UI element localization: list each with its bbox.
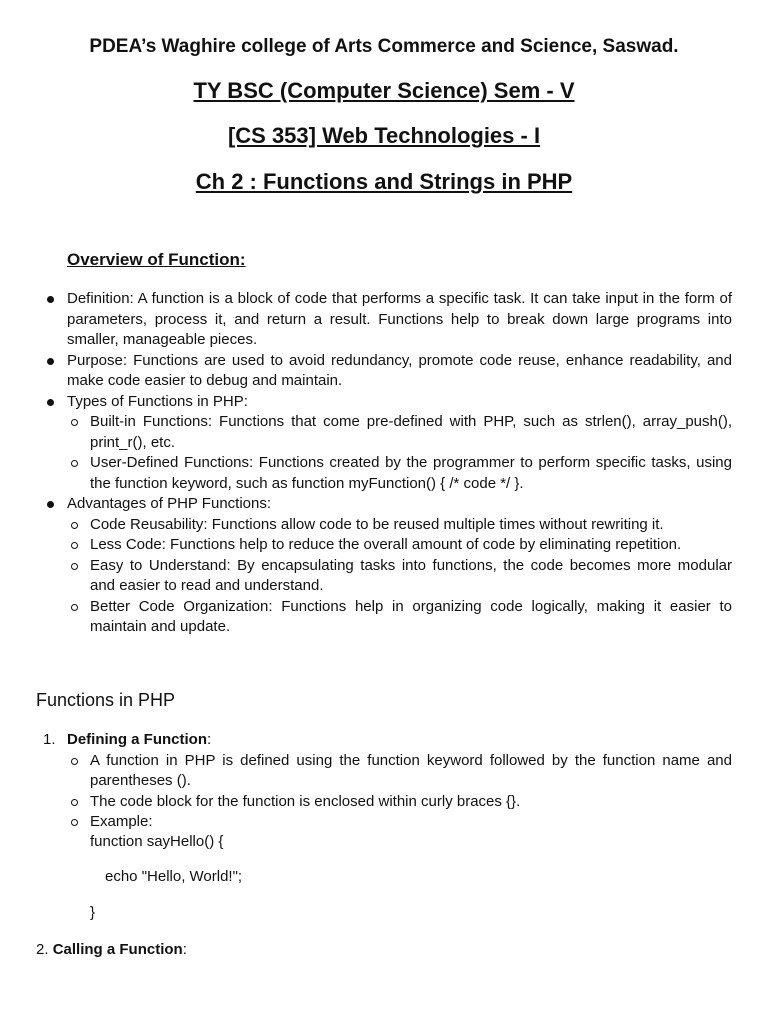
label-colon: : <box>182 941 187 958</box>
sublist-item <box>90 556 732 597</box>
circle-bullet-icon <box>71 460 78 467</box>
sublist-item-text: A function in PHP is defined using the function keyword followed by the function name and parentheses (). <box>90 751 732 789</box>
functions-heading: Functions in PHP <box>36 690 176 710</box>
chapter-title: Ch 2 : Functions and Strings in PHP <box>195 169 573 194</box>
defining-function-item <box>43 730 732 833</box>
overview-list <box>67 289 732 638</box>
advantages-label: Advantages of PHP Functions: <box>67 495 272 512</box>
bullet-icon <box>47 399 54 406</box>
code-line: function sayHello() { <box>90 833 224 850</box>
sublist-item-text: The code block for the function is enclosed within curly braces {}. <box>90 792 521 810</box>
sublist-item-text: Code Reusability: Functions allow code to be reused multiple times without rewriting it. <box>90 515 664 533</box>
circle-bullet-icon <box>71 522 78 529</box>
sublist-item <box>90 597 732 638</box>
code-line: echo "Hello, World!"; <box>105 868 243 885</box>
bullet-icon <box>47 358 54 365</box>
item-number: 1. <box>43 731 56 748</box>
list-item-definition <box>67 289 732 351</box>
college-name: PDEA’s Waghire college of Arts Commerce and Science, Saswad. <box>89 36 679 57</box>
subject-title: [CS 353] Web Technologies - I <box>227 123 541 148</box>
course-title: TY BSC (Computer Science) Sem - V <box>193 78 575 103</box>
sublist-item-text: Easy to Understand: By encapsulating tasks into functions, the code becomes more modular and easier to read and understand. <box>90 556 732 594</box>
sublist-item-text: Less Code: Functions help to reduce the overall amount of code by eliminating repetition. <box>90 536 682 553</box>
item-number: 2. <box>36 941 49 958</box>
code-line: } <box>90 904 96 921</box>
sublist-item <box>90 412 732 453</box>
sublist-item-text: User-Defined Functions: Functions created by the programmer to perform specific tasks, using the function keyword, such as function myFunction() { /* code */ }. <box>90 454 732 492</box>
sublist-item-text: Example: <box>90 813 153 830</box>
list-item-purpose <box>67 351 732 392</box>
purpose-text: Purpose: Functions are used to avoid redundancy, promote code reuse, enhance readability, and make code easier to debug and maintain. <box>67 351 732 389</box>
bullet-icon <box>47 296 54 303</box>
advantages-sublist <box>67 515 732 638</box>
sublist-item-text: Better Code Organization: Functions help in organizing code logically, making it easier to maintain and update. <box>90 597 732 635</box>
label-colon: : <box>207 731 212 748</box>
calling-function-item <box>36 940 187 961</box>
sublist-item <box>90 812 732 833</box>
bullet-icon <box>47 501 54 508</box>
defining-sublist <box>67 751 732 833</box>
circle-bullet-icon <box>71 799 78 806</box>
list-item-types <box>67 392 732 495</box>
sublist-item <box>90 515 732 536</box>
calling-function-label: Calling a Function <box>52 941 183 958</box>
sublist-item <box>90 751 732 792</box>
circle-bullet-icon <box>71 563 78 570</box>
circle-bullet-icon <box>71 819 78 826</box>
circle-bullet-icon <box>71 542 78 549</box>
types-sublist <box>67 412 732 494</box>
sublist-item <box>90 535 732 556</box>
circle-bullet-icon <box>71 758 78 765</box>
types-label: Types of Functions in PHP: <box>67 392 248 410</box>
list-item-advantages <box>67 494 732 638</box>
overview-heading: Overview of Function: <box>67 250 246 269</box>
defining-function-label: Defining a Function <box>67 731 207 748</box>
sublist-item <box>90 453 732 494</box>
circle-bullet-icon <box>71 604 78 611</box>
sublist-item-text: Built-in Functions: Functions that come pre-defined with PHP, such as strlen(), array_push(), print_r(), etc. <box>90 413 732 451</box>
sublist-item <box>90 792 732 813</box>
circle-bullet-icon <box>71 419 78 426</box>
definition-text: Definition: A function is a block of code that performs a specific task. It can take input in the form of parameters, process it, and return a result. Functions help to break down large programs into smaller, manageable pieces. <box>67 290 732 348</box>
